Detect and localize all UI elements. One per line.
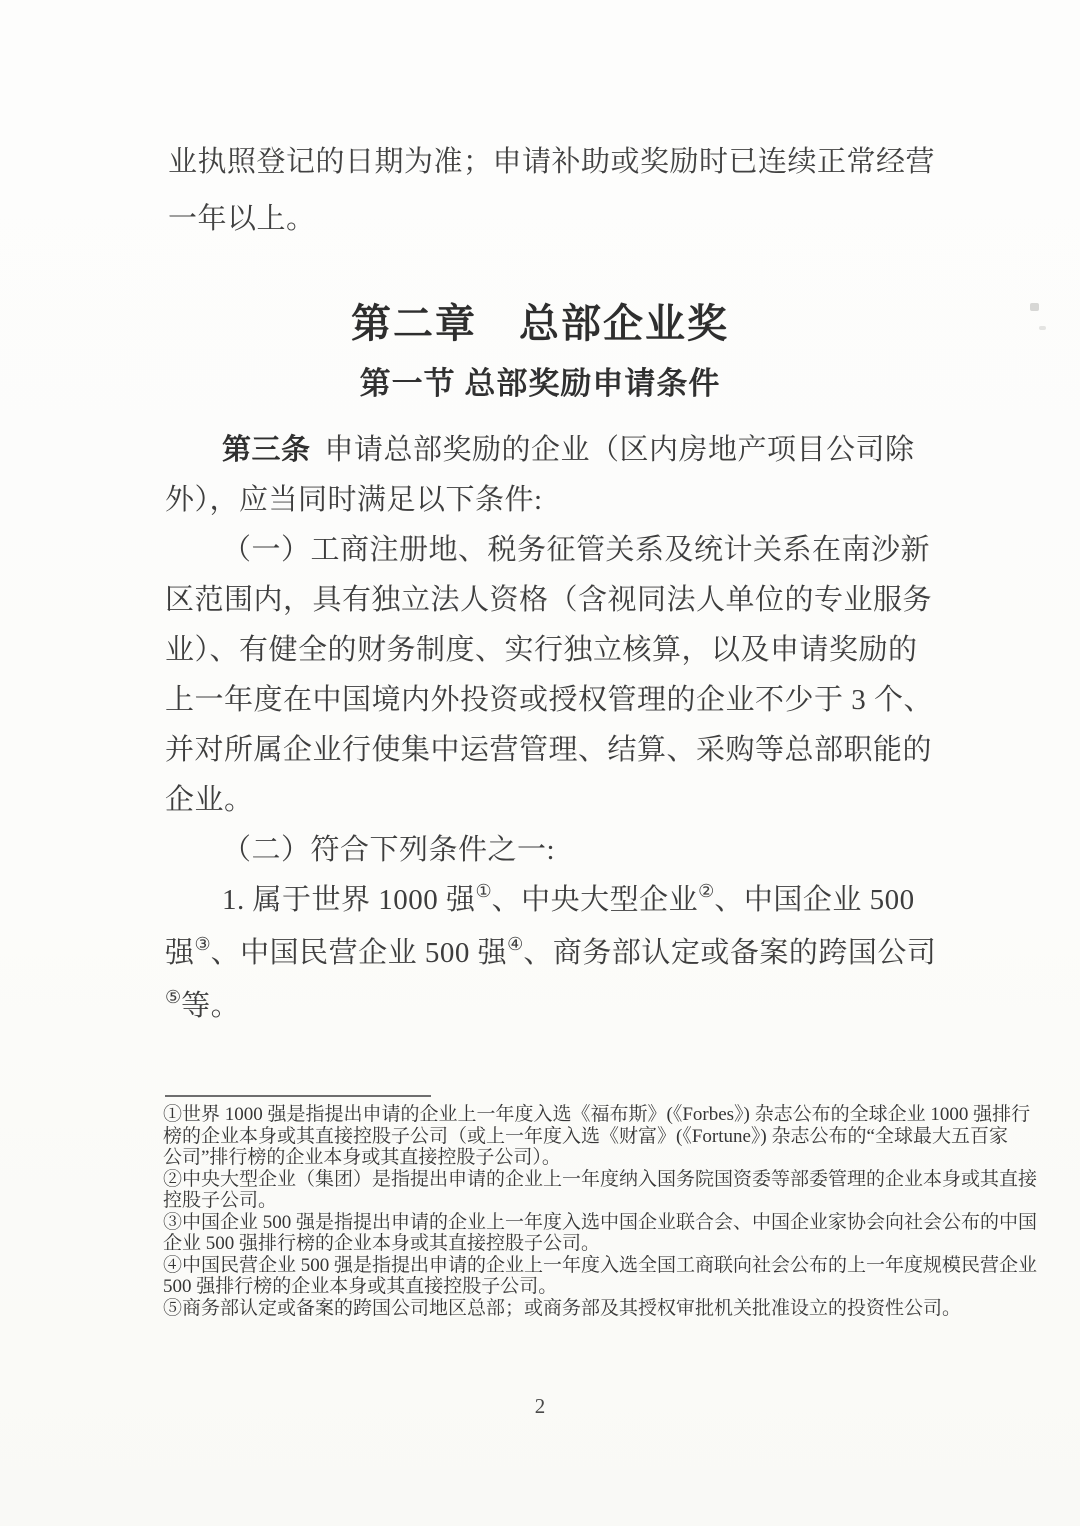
body-line — [165, 981, 955, 1034]
body-line-text: 、商务部认定或备案的跨国公司 — [523, 937, 937, 969]
chapter-heading: 第二章 总部企业奖 — [351, 302, 729, 346]
footnote-ref-3: ③ — [194, 934, 211, 954]
body-line-text: 、中央大型企业 — [491, 884, 699, 916]
body-line-text: 、中国企业 500 — [714, 884, 915, 916]
footnote-line: 企业 500 强排行榜的企业本身或其直接控股子公司。 — [163, 1233, 601, 1254]
footnote-line: 500 强排行榜的企业本身或其直接控股子公司。 — [163, 1276, 558, 1297]
body-line: 企业。 — [165, 784, 254, 816]
body-line — [165, 875, 955, 928]
footnote-line: 公司”排行榜的企业本身或其直接控股子公司）。 — [163, 1147, 561, 1168]
footnote-line: ①世界 1000 强是指提出申请的企业上一年度入选《福布斯》(《Forbes》) 杂志公布的全球企业 1000 强排行 — [163, 1104, 1031, 1125]
body-line-text: 等。 — [181, 990, 241, 1022]
body-line-text: 强 — [165, 937, 195, 969]
footnote-line: ③中国企业 500 强是指提出申请的企业上一年度入选中国企业联合会、中国企业家协会向社会公布的中国 — [163, 1211, 1038, 1233]
body-line — [165, 425, 955, 475]
footnote-line: 控股子公司。 — [163, 1190, 278, 1211]
footnote-ref-5: ⑤ — [165, 987, 182, 1007]
page-number: 2 — [534, 1394, 546, 1418]
body-text — [165, 425, 955, 1034]
body-line: 并对所属企业行使集中运营管理、结算、采购等总部职能的 — [165, 734, 933, 766]
footnote-separator — [165, 1095, 431, 1097]
body-line: 上一年度在中国境内外投资或授权管理的企业不少于 3 个、 — [165, 684, 934, 716]
footnote-line: ②中央大型企业（集团）是指提出申请的企业上一年度纳入国务院国资委等部委管理的企业本身或其直接 — [163, 1168, 1038, 1190]
body-line-text: 1. 属于世界 1000 强 — [222, 884, 476, 916]
body-line: （一）工商注册地、税务征管关系及统计关系在南沙新 — [222, 534, 931, 566]
body-line: 外），应当同时满足以下条件: — [165, 484, 543, 516]
body-line — [165, 928, 955, 981]
intro-paragraph — [168, 134, 948, 248]
footnote-line: ④中国民营企业 500 强是指提出申请的企业上一年度入选全国工商联向社会公布的上一年度规模民营企业 — [163, 1254, 1038, 1276]
footnotes-block — [163, 1104, 1038, 1319]
body-line-text: 申请总部奖励的企业（区内房地产项目公司除 — [324, 434, 915, 466]
body-line: 业）、有健全的财务制度、实行独立核算，以及申请奖励的 — [165, 634, 918, 666]
footnote-ref-2: ② — [698, 881, 715, 901]
body-line: 区范围内，具有独立法人资格（含视同法人单位的专业服务 — [165, 584, 933, 616]
footnote-ref-4: ④ — [507, 934, 524, 954]
body-line-text: 、中国民营企业 500 强 — [210, 937, 508, 969]
footnote-ref-1: ① — [475, 881, 492, 901]
scan-artifact — [1039, 326, 1046, 330]
intro-line: 一年以上。 — [168, 203, 316, 235]
article-number-label: 第三条 — [222, 434, 311, 466]
section-heading: 第一节 总部奖励申请条件 — [359, 366, 721, 401]
body-line: （二）符合下列条件之一: — [222, 834, 556, 866]
footnote-line: 榜的企业本身或其直接控股子公司（或上一年度入选《财富》(《Fortune》) 杂志公布的“全球最大五百家 — [163, 1125, 1008, 1147]
intro-line: 业执照登记的日期为准；申请补助或奖励时已连续正常经营 — [168, 146, 936, 178]
footnote-line: ⑤商务部认定或备案的跨国公司地区总部；或商务部及其授权审批机关批准设立的投资性公司。 — [163, 1297, 962, 1319]
scan-artifact — [1030, 303, 1039, 311]
